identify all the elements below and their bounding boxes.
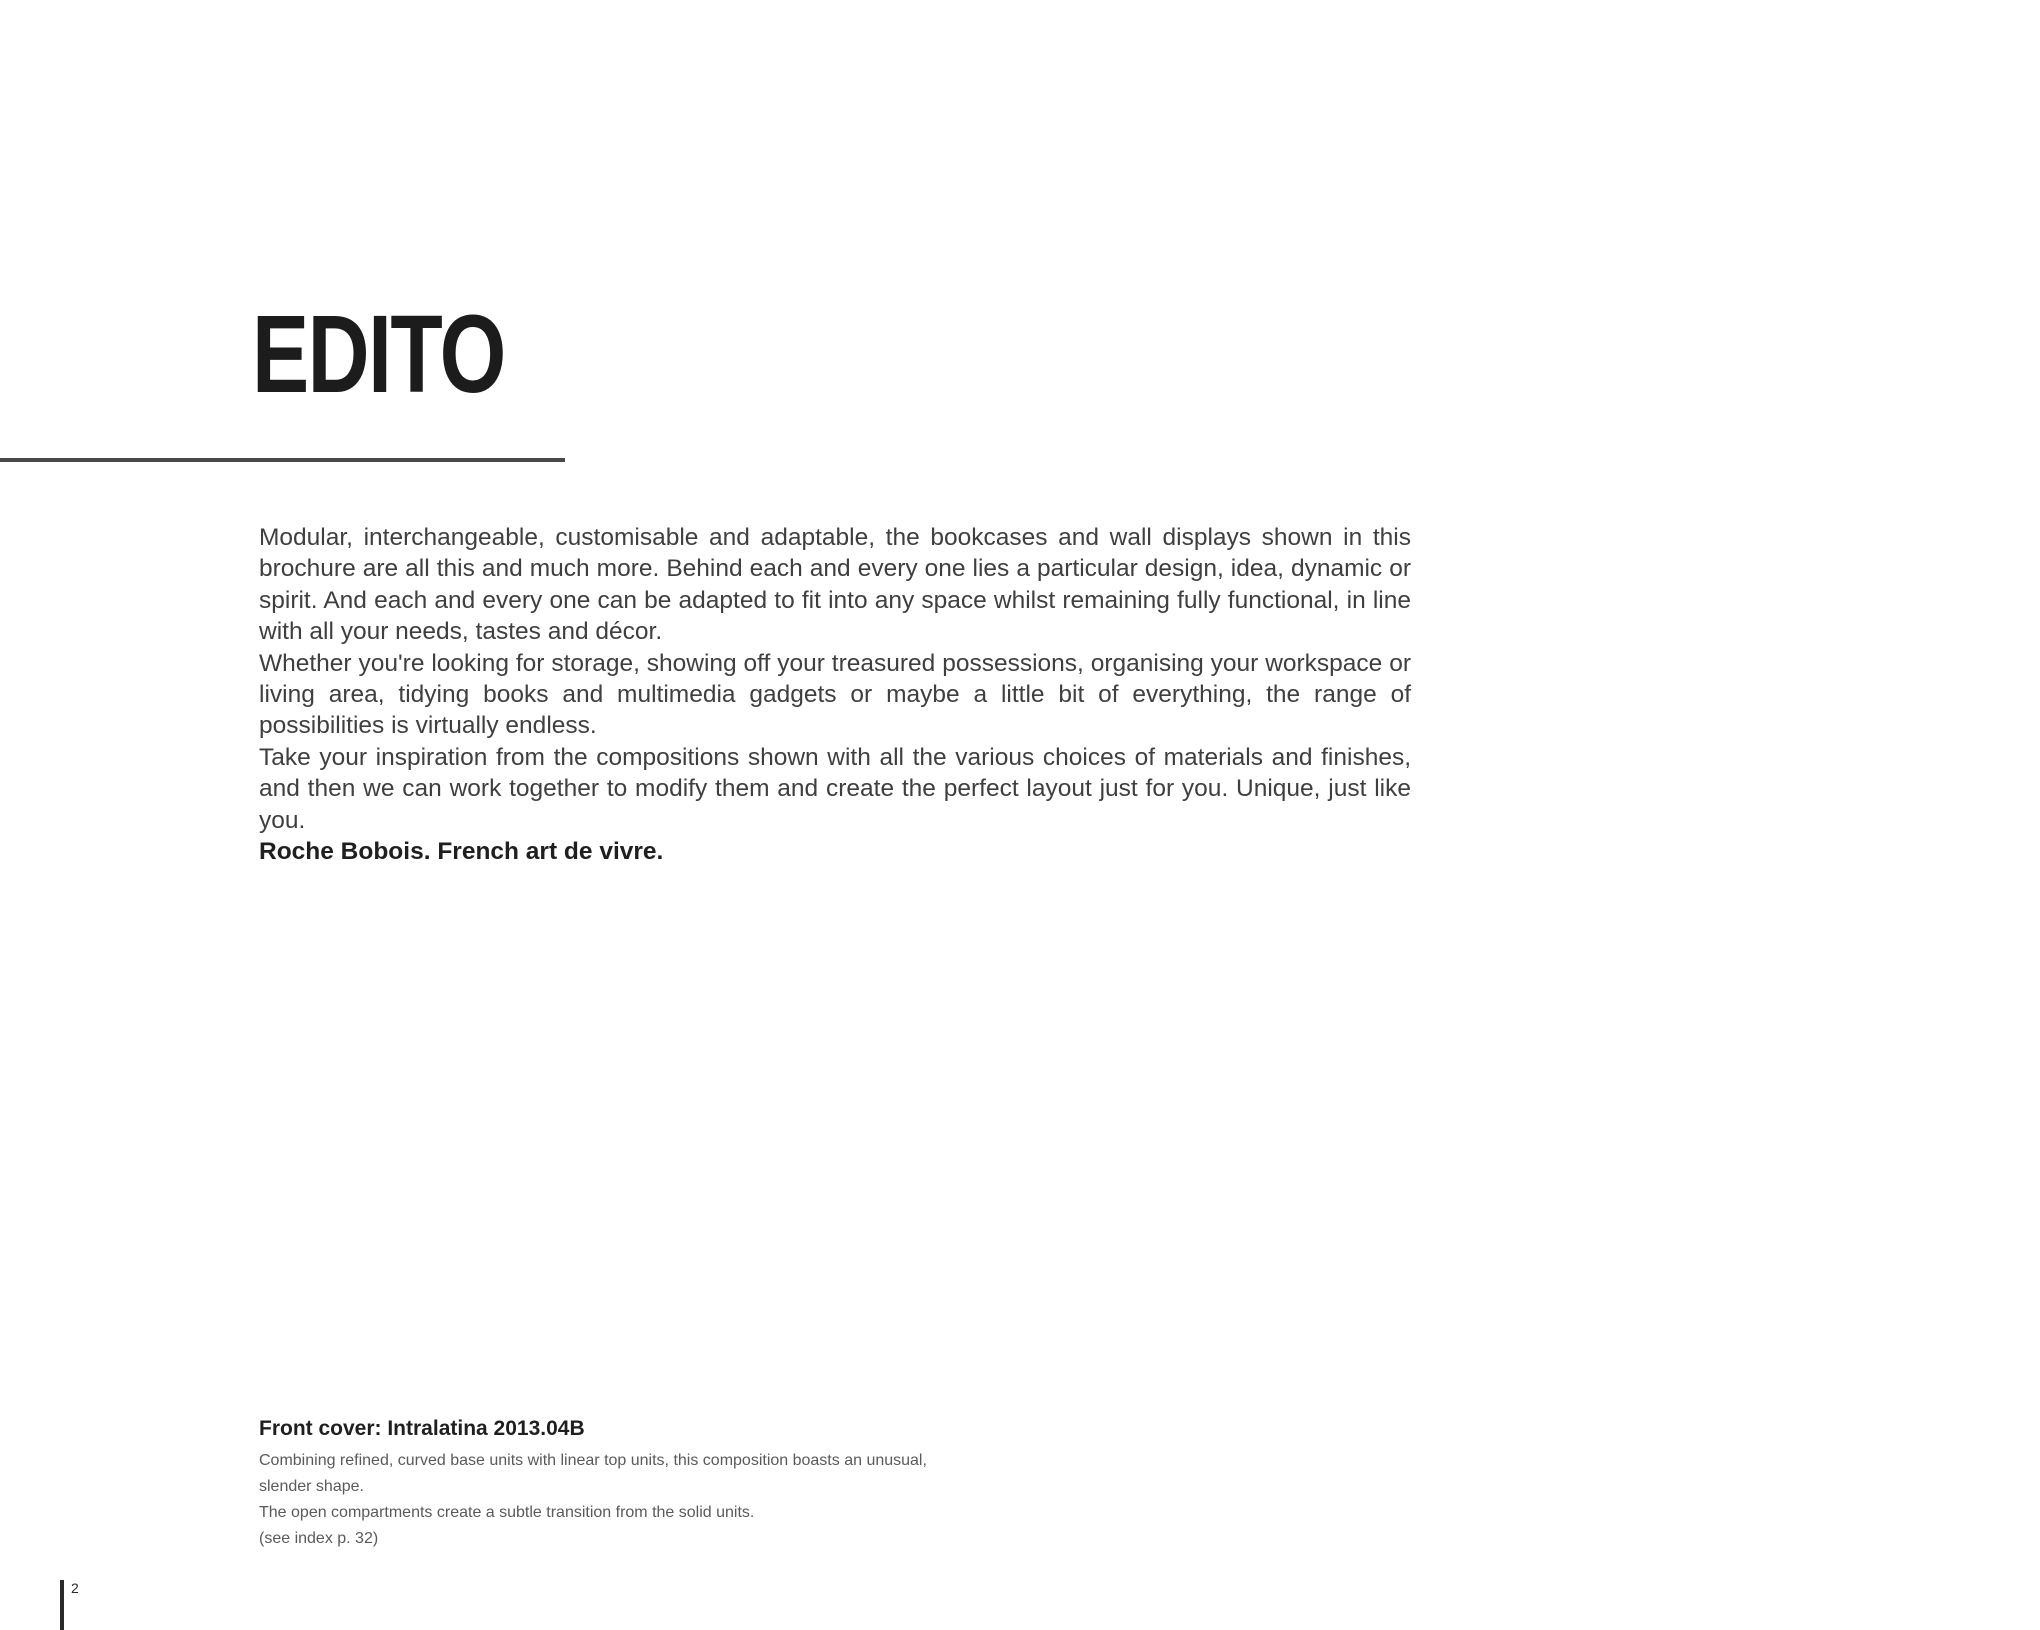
editorial-text: [259, 522, 1411, 867]
title-divider: [0, 458, 565, 462]
caption-title: Front cover: Intralatina 2013.04B: [259, 1417, 585, 1440]
caption-line-4: (see index p. 32): [259, 1530, 379, 1547]
page-title: EDITO: [252, 293, 505, 416]
editorial-paragraph-3: Take your inspiration from the compositions shown with all the various choices of materials and finishes, and then we can work together to modify them and create the perfect layout just for you. Unique, just like you.: [259, 743, 1411, 834]
caption-line-1: Combining refined, curved base units with linear top units, this composition boasts an unusual,: [259, 1452, 927, 1469]
caption-line-2: slender shape.: [259, 1478, 364, 1495]
brand-signature: Roche Bobois. French art de vivre.: [259, 838, 664, 866]
page-number-bar: [60, 1580, 64, 1630]
editorial-paragraph-1: Modular, interchangeable, customisable and adaptable, the bookcases and wall displays shown in this brochure are all this and much more. Behind each and every one lies a particular design, idea, dynamic or spirit. And each and every one can be adapted to fit into any space whilst remaining fully functional, in line with all your needs, tastes and décor.: [259, 524, 1411, 646]
cover-caption: [259, 1416, 1159, 1552]
page-number: 2: [71, 1580, 79, 1596]
editorial-paragraph-2: Whether you're looking for storage, showing off your treasured possessions, organising your workspace or living area, tidying books and multimedia gadgets or maybe a little bit of everything, the range of possibilities is virtually endless.: [259, 649, 1411, 740]
caption-line-3: The open compartments create a subtle transition from the solid units.: [259, 1504, 755, 1521]
